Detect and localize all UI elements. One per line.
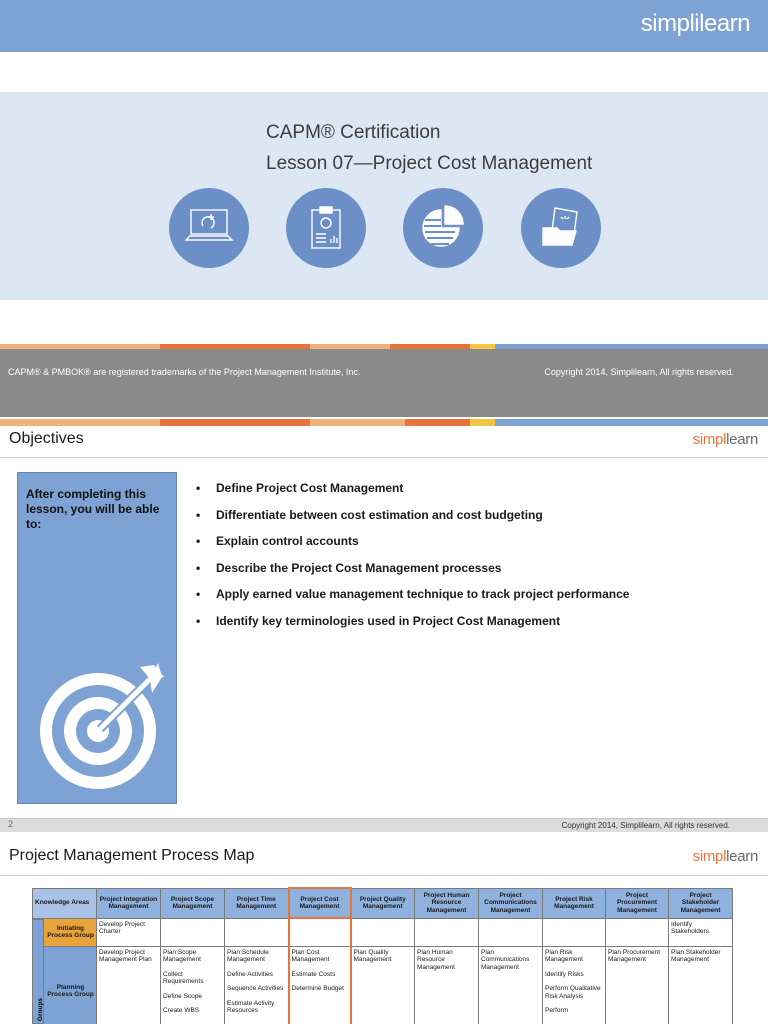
header-risk: Project Risk Management xyxy=(543,888,606,918)
divider-2 xyxy=(0,875,768,876)
simplilearn-logo-2: simpllearn xyxy=(692,431,758,448)
header-procurement: Project Procurement Management xyxy=(606,888,669,918)
table-cell: Plan Scope Management Collect Requirements Define Scope Create WBS xyxy=(161,946,225,1024)
lesson-title: Lesson 07—Project Cost Management xyxy=(266,153,593,174)
simplilearn-logo-3: simpllearn xyxy=(692,848,758,865)
table-cell xyxy=(289,918,351,946)
header-row xyxy=(33,888,733,918)
laptop-chart-icon xyxy=(169,188,249,268)
color-stripe-bottom xyxy=(0,419,768,426)
header-cost: Project Cost Management xyxy=(289,888,351,918)
slide1-footer xyxy=(0,349,768,417)
header-hr: Project Human Resource Management xyxy=(415,888,479,918)
objective-item: • Differentiate between cost estimation and cost budgeting xyxy=(196,508,629,535)
header-integration: Project Integration Management xyxy=(97,888,161,918)
process-map-table xyxy=(32,887,733,1024)
pie-chart-icon xyxy=(403,188,483,268)
table-cell xyxy=(606,918,669,946)
table-cell: Plan Communications Management xyxy=(479,946,543,1024)
initiating-row xyxy=(33,918,733,946)
header-knowledge-areas: Knowledge Areas xyxy=(33,888,97,918)
initiating-group: Initiating Process Group xyxy=(33,918,97,946)
table-cell xyxy=(479,918,543,946)
target-arrow-icon xyxy=(28,659,168,793)
trademark-notice: CAPM® & PMBOK® are registered trademarks of the Project Management Institute, Inc. xyxy=(8,367,361,377)
table-cell: Plan Risk Management Identify Risks Perform Qualitative Risk Analysis Perform xyxy=(543,946,606,1024)
slide2-footer xyxy=(0,818,768,832)
table-cell: Develop Project Charter xyxy=(97,918,161,946)
objectives-box xyxy=(17,472,177,804)
table-cell xyxy=(415,918,479,946)
objective-item: • Identify key terminologies used in Project Cost Management xyxy=(196,614,629,641)
header-time: Project Time Management xyxy=(225,888,289,918)
objective-item: • Describe the Project Cost Management processes xyxy=(196,561,629,588)
objectives-intro: After completing this lesson, you will be able to: xyxy=(26,487,160,531)
table-cell: Plan Cost Management Estimate Costs Determine Budget xyxy=(289,946,351,1024)
objective-item: • Explain control accounts xyxy=(196,534,629,561)
table-cell: Plan Procurement Management xyxy=(606,946,669,1024)
copyright-notice: Copyright 2014, Simplilearn, All rights reserved. xyxy=(544,367,734,377)
planning-group: Planning Process Group xyxy=(33,946,97,1024)
course-title: CAPM® Certification xyxy=(266,122,441,143)
simplilearn-logo: simplilearn xyxy=(640,10,750,37)
folder-documents-icon xyxy=(521,188,601,268)
table-cell: Plan Human Resource Management xyxy=(415,946,479,1024)
header-quality: Project Quality Management xyxy=(351,888,415,918)
table-cell: Plan Schedule Management Define Activities Sequence Activities Estimate Activity Resources xyxy=(225,946,289,1024)
table-cell xyxy=(225,918,289,946)
process-groups-label: Groups xyxy=(32,919,44,1024)
objective-item: • Apply earned value management technique to track project performance xyxy=(196,587,629,614)
objectives-title: Objectives xyxy=(9,430,84,447)
header-scope: Project Scope Management xyxy=(161,888,225,918)
table-cell: Plan Stakeholder Management xyxy=(669,946,733,1024)
table-cell: Develop Project Management Plan xyxy=(97,946,161,1024)
table-cell xyxy=(543,918,606,946)
table-cell xyxy=(351,918,415,946)
objectives-list xyxy=(196,481,629,641)
planning-row xyxy=(33,946,733,1024)
table-cell: Plan Quality Management xyxy=(351,946,415,1024)
header-communications: Project Communications Management xyxy=(479,888,543,918)
clipboard-report-icon xyxy=(286,188,366,268)
copyright-notice-2: Copyright 2014, Simplilearn, All rights reserved. xyxy=(561,821,730,830)
objective-item: • Define Project Cost Management xyxy=(196,481,629,508)
process-map-title: Project Management Process Map xyxy=(9,847,255,864)
top-bar xyxy=(0,0,768,52)
table-cell: Identify Stakeholders xyxy=(669,918,733,946)
table-cell xyxy=(161,918,225,946)
divider xyxy=(0,457,768,458)
header-stakeholder: Project Stakeholder Management xyxy=(669,888,733,918)
page-number: 2 xyxy=(8,819,14,829)
